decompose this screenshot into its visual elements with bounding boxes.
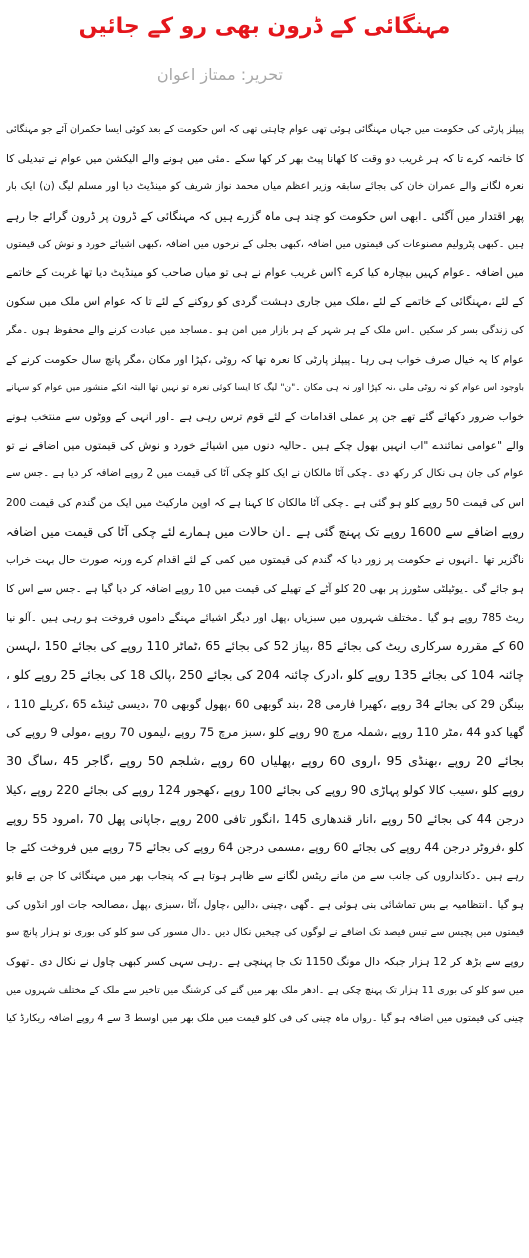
article-line: درجن 44 کی بجائے 50 روپے ،انار قندھاری 145 ،انگور تافی 200 روپے ،جاپانی پھل 70 ،امرود 55 روپے [6,811,524,826]
article-line: اس کی قیمت 50 روپے کلو ہو گئی ہے ۔چکی آٹا مالکان کا کہنا ہے کہ اوپن مارکیٹ میں ایک من گندم کی قیمت 200 [6,496,524,509]
article-line: کا خاتمہ کرے تا کہ ہر غریب دو وقت کا کھانا پیٹ بھر کر کھا سکے ۔مئی میں ہونے والے الیکشن میں عوام نے تبدیلی کا [6,152,524,165]
article-line: روپے اضافے سے 1600 روپے تک پہنچ گئی ہے ۔ان حالات میں ہمارے لئے چکی آٹا کی قیمت میں اضافہ [6,524,524,539]
article-line: کلو ،فروٹر درجن 44 روپے کی بجائے 60 روپے ،مسمی درجن 64 روپے کی بجائے 75 روپے میں فروخت کئے جا [6,840,524,855]
article-line: چائنہ 104 کی بجائے 135 روپے کلو ،ادرک چائنہ 204 کی بجائے 250 ،پالک 18 کی بجائے 25 روپے کلو ، [6,668,524,683]
article-line: بجائے 20 روپے ،بھنڈی 95 ،اروی 60 روپے ،پھلیاں 60 روپے ،شلجم 50 روپے ،گاجر 45 ،ساگ 30 [6,753,524,769]
article-line: ہیں ۔کبھی پٹرولیم مصنوعات کی قیمتوں میں اضافہ ،کبھی بجلی کے نرخوں میں اضافہ ،کبھی اشیائے خورد و نوش کی قیمتوں [6,238,524,250]
article-line: میں سو کلو کی بوری 11 ہزار تک پہنچ چکی ہے ۔ادھر ملک بھر میں گنے کی کرشنگ میں تاخیر سے ملک کے مختلف شہروں میں [6,984,524,996]
article-line: کے لئے ،مہنگائی کے خاتمے کے لئے ،ملک میں جاری دہشت گردی کو روکنے کے لئے تا کہ عوام اس ملک میں سکون [6,295,524,309]
article-body [6,116,524,1034]
article-byline: تحریر: ممتاز اعوان [156,65,283,84]
article-line: ہو گیا ۔انتظامیہ بے بس تماشائی بنی ہوئی ہے ۔گھی ،چینی ،دالیں ،چاول ،آٹا ،سبزی ،پھل ،مصالحہ جات اور انڈوں کی [6,898,524,911]
article-line: پیپلز پارٹی کی حکومت میں جہاں مہنگائی ہوئی تھی عوام چاہتی تھی کہ اس حکومت کے بعد کوئی ایسا حکمران آئے جو مہنگائی [6,124,524,135]
article-line: ریٹ 785 روپے ہو گیا ۔مختلف شہروں میں سبزیاں ،پھل اور دیگر اشیائے مہنگے داموں فروخت ہو رہی ہیں ۔آلو نیا [6,611,524,624]
article-line: روپے کلو ،سیب کالا کولو پہاڑی 90 روپے کی بجائے 100 روپے ،کھجور 124 روپے کی بجائے 220 روپے ،کیلا [6,782,524,797]
article-line: ناگزیر تھا ۔انہوں نے حکومت پر زور دیا کہ گندم کی قیمتوں میں کمی کے لئے اقدام کرے ورنہ صورت حال بہت خراب [6,554,524,567]
article-line: 60 کے مقررہ سرکاری ریٹ کی بجائے 85 ،پیاز 52 کی بجائے 65 ،ٹماٹر 110 روپے کی بجائے 150 ،لہسن [6,639,524,654]
article-line: روپے سے بڑھ کر 12 ہزار جبکہ دال مونگ 1150 تک جا پہنچی ہے ۔رہی سہی کسر کبھی چاول نے نکال دی ۔تھوک [6,954,524,968]
article-line: رہے ہیں ۔دکانداروں کی جانب سے من مانے ریٹس لگانے سے ظاہر ہوتا ہے کہ پنجاب بھر میں مہنگائی کا جن بے قابو [6,869,524,882]
article-title: مہنگائی کے ڈرون بھی رو کے جائیں [78,14,451,39]
article-line: کی زندگی بسر کر سکیں ۔اس ملک کے ہر شہر کے ہر بازار میں امن ہو ۔مساجد میں عبادت کرنے والے محفوظ ہوں ۔مگر [6,324,524,336]
article-line: چینی کی قیمتوں میں اضافہ ہو گیا ۔رواں ماہ چینی کی فی کلو قیمت میں ملک بھر میں اوسط 3 سے 4 روپے اضافہ ریکارڈ کیا [6,1013,524,1025]
article-line: گھیا کدو 44 ،مٹر 110 روپے ،شملہ مرچ 90 روپے کلو ،سبز مرچ 75 روپے ،لیموں 70 روپے ،مولی 9 روپے کی [6,725,524,740]
article-line: پھر اقتدار میں آگئی ۔ابھی اس حکومت کو چند ہی ماہ گزرے ہیں کہ مہنگائی کے ڈرون پر ڈرون گرائے جا رہے [6,209,524,224]
article-line: خواب ضرور دکھائے گئے تھے جن پر عملی اقدامات کے لئے قوم ترس رہی ہے ۔اور انہی کے ووٹوں سے منتخب ہونے [6,409,524,423]
article-line: والے "عوامی نمائندے "اب انہیں بھول چکے ہیں ۔حالیہ دنوں میں اشیائے خورد و نوش کی قیمتوں میں اضافے نے تو [6,438,524,452]
article-line: باوجود اس عوام کو نہ روٹی ملی ،نہ کپڑا اور نہ ہی مکان ۔"ن" لیگ کا ایسا کوئی نعرہ تو نہیں تھا البتہ انکے منشور میں عوام کو سہانے [6,383,524,394]
article-line: قیمتوں میں پچیس سے تیس فیصد تک اضافے نے لوگوں کی چیخیں نکال دیں ۔دال مسور کی سو کلو کی بوری نو ہزار پانچ سو [6,927,524,939]
article-line: عوام کی جان ہی نکال کر رکھ دی ۔چکی آٹا مالکان نے ایک کلو چکی آٹا کی قیمت میں 2 روپے اضافہ کر دیا ہے ۔جس سے [6,468,524,480]
article-line: نعرہ لگانے والے عمران خان کی بجائے سابقہ وزیر اعظم میاں محمد نواز شریف کو مینڈیٹ دیا اور مسلم لیگ (ن) ایک بار [6,181,524,193]
article-line: میں اضافہ ۔عوام کہیں بیچارہ کیا کرے ؟اس غریب عوام نے ہی تو میاں صاحب کو مینڈیٹ دیا تھا غربت کے خاتمے [6,266,524,280]
article-line: ہو جائے گی ۔یوٹیلٹی سٹورز پر بھی 20 کلو آٹے کے تھیلے کی قیمت میں 10 روپے اضافہ کر دیا گیا ہے ۔جس سے اس کا [6,583,524,595]
article-line: عوام کا یہ خیال صرف خواب ہی رہا ۔پیپلز پارٹی کا نعرہ تھا کہ روٹی ،کپڑا اور مکان ،مگر پانچ سال حکومت کرنے کے [6,353,524,366]
article-line: بینگن 29 کی بجائے 34 روپے ،کھیرا فارمی 28 ،بند گوبھی 60 ،پھول گوبھی 70 ،دیسی ٹینڈے 65 ،کریلے 110 ، [6,696,524,711]
